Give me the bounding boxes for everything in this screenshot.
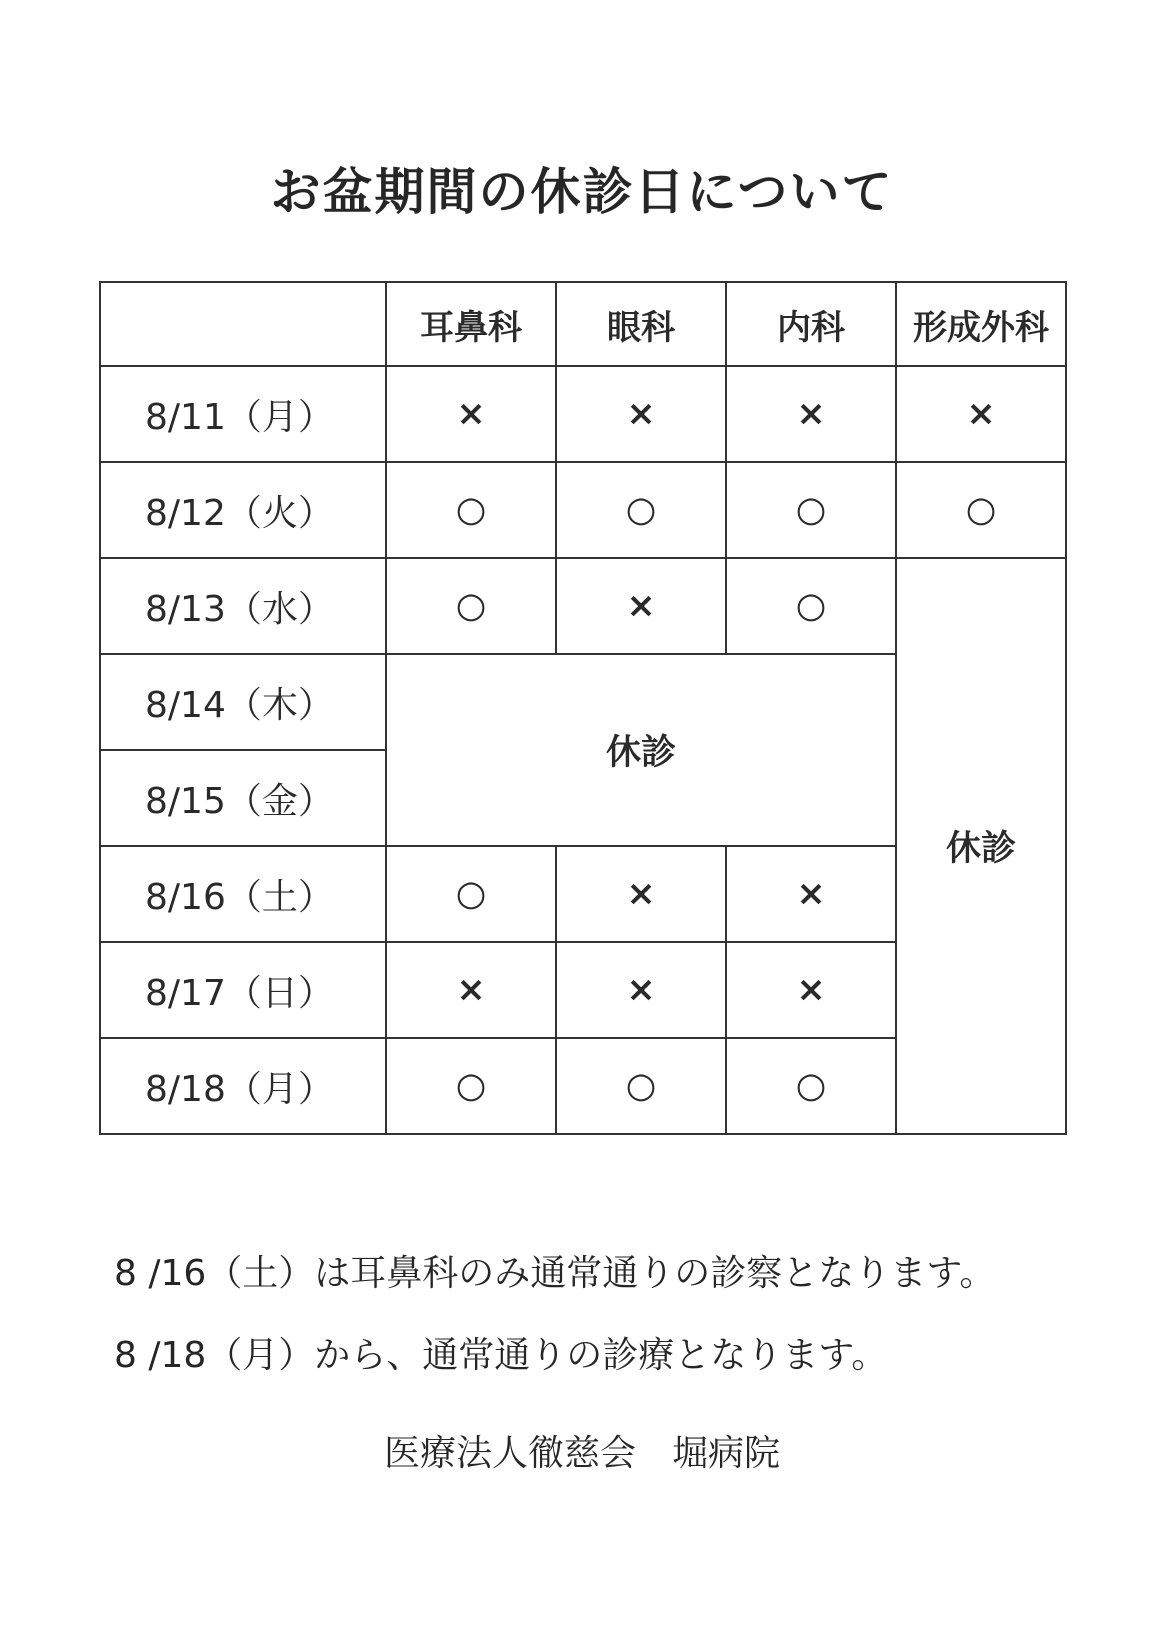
header-ent: 耳鼻科 bbox=[386, 282, 556, 366]
status-cell: ○ bbox=[556, 1038, 726, 1134]
status-cell: ○ bbox=[386, 462, 556, 558]
date-cell: 8/13（水） bbox=[100, 558, 386, 654]
header-plastic-surgery: 形成外科 bbox=[896, 282, 1066, 366]
table-row bbox=[100, 366, 1066, 462]
status-cell: × bbox=[556, 942, 726, 1038]
date-cell: 8/17（日） bbox=[100, 942, 386, 1038]
status-cell: × bbox=[726, 846, 896, 942]
table-row bbox=[100, 558, 1066, 654]
status-cell: ○ bbox=[386, 558, 556, 654]
status-cell: ○ bbox=[896, 462, 1066, 558]
header-internal-medicine: 内科 bbox=[726, 282, 896, 366]
date-cell: 8/12（火） bbox=[100, 462, 386, 558]
status-cell: × bbox=[726, 942, 896, 1038]
status-cell: ○ bbox=[556, 462, 726, 558]
status-cell: × bbox=[386, 942, 556, 1038]
status-cell: × bbox=[556, 558, 726, 654]
status-cell: × bbox=[726, 366, 896, 462]
status-cell: × bbox=[556, 846, 726, 942]
table-header-row bbox=[100, 282, 1066, 366]
date-cell: 8/16（土） bbox=[100, 846, 386, 942]
date-cell: 8/11（月） bbox=[100, 366, 386, 462]
header-ophthalmology: 眼科 bbox=[556, 282, 726, 366]
note-resume-normal: 8 /18（月）から、通常通りの診療となります。 bbox=[114, 1335, 888, 1376]
status-cell: × bbox=[556, 366, 726, 462]
status-cell: ○ bbox=[386, 1038, 556, 1134]
status-cell: ○ bbox=[726, 558, 896, 654]
date-cell: 8/18（月） bbox=[100, 1038, 386, 1134]
header-empty-cell bbox=[100, 282, 386, 366]
plastic-surgery-closed-cell: 休診 bbox=[896, 558, 1066, 1134]
page-title: お盆期間の休診日について bbox=[270, 163, 894, 221]
table-row bbox=[100, 462, 1066, 558]
status-cell: × bbox=[386, 366, 556, 462]
closure-schedule-table bbox=[99, 281, 1067, 1135]
date-cell: 8/14（木） bbox=[100, 654, 386, 750]
date-cell: 8/15（金） bbox=[100, 750, 386, 846]
hospital-signature: 医療法人徹慈会 堀病院 bbox=[383, 1433, 780, 1474]
status-cell: ○ bbox=[726, 462, 896, 558]
status-cell: × bbox=[896, 366, 1066, 462]
status-cell: ○ bbox=[386, 846, 556, 942]
note-ent-saturday: 8 /16（土）は耳鼻科のみ通常通りの診察となります。 bbox=[114, 1253, 996, 1294]
closed-merged-cell: 休診 bbox=[386, 654, 896, 846]
status-cell: ○ bbox=[726, 1038, 896, 1134]
